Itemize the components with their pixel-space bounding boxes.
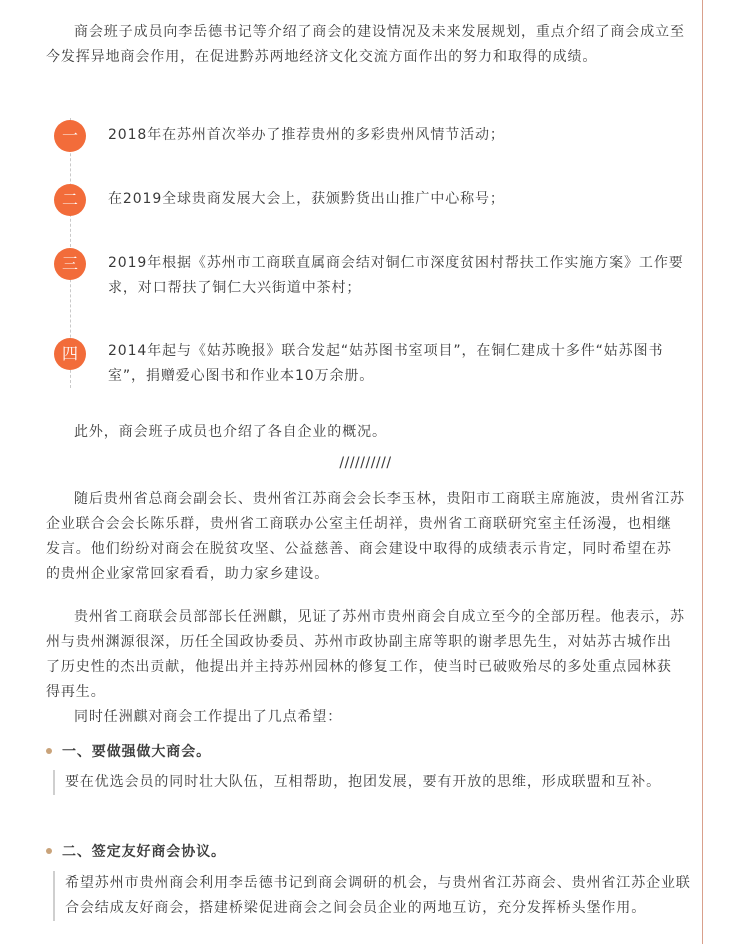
step-text-2: 在2019全球贵商发展大会上，获颁黔货出山推广中心称号；	[108, 191, 505, 207]
step-text-1: 2018年在苏州首次举办了推荐贵州的多彩贵州风情节活动；	[108, 127, 505, 143]
step-text-3: 2019年根据《苏州市工商联直属商会结对铜仁市深度贫困村帮扶工作实施方案》工作要求，对口帮扶了铜仁大兴街道中茶村；	[108, 255, 684, 296]
speeches-paragraph: 随后贵州省总商会副会长、贵州省江苏商会会长李玉林，贵阳市工商联主席施波，贵州省江苏企业联合会会长陈乐群，贵州省工商联办公室主任胡祥，贵州省工商联研究室主任汤漫，也相继发言。他们纷纷对商会在脱贫攻坚、公益慈善、商会建设中取得的成绩表示肯定，同时希望在苏的贵州企业家常回家看看，助力家乡建设。	[46, 491, 685, 582]
hope-heading-2-text: 二、签定友好商会协议。	[62, 844, 226, 860]
hope-body-2-text: 希望苏州市贵州商会利用李岳德书记到商会调研的机会，与贵州省江苏商会、贵州省江苏企业联合会结成友好商会，搭建桥梁促进商会之间会员企业的两地互访，充分发挥桥头堡作用。	[65, 875, 691, 916]
intro-paragraph: 商会班子成员向李岳德书记等介绍了商会的建设情况及未来发展规划，重点介绍了商会成立至今发挥异地商会作用，在促进黔苏两地经济文化交流方面作出的努力和取得的成绩。	[46, 24, 685, 65]
hope-body-2	[53, 871, 695, 921]
step-badge-1: 一	[54, 120, 86, 152]
step-text-4: 2014年起与《姑苏晚报》联合发起“姑苏图书室项目”，在铜仁建成十多件“姑苏图书室”，捐赠爱心图书和作业本10万余册。	[108, 343, 664, 384]
hopes-intro: 同时任洲麒对商会工作提出了几点希望：	[74, 709, 343, 725]
section-divider: //////////	[339, 455, 392, 471]
bullet-dot-icon	[46, 848, 52, 854]
bullet-dot-icon	[46, 748, 52, 754]
besides-paragraph: 此外，商会班子成员也介绍了各自企业的概况。	[74, 424, 387, 440]
hope-body-1-text: 要在优选会员的同时壮大队伍，互相帮助，抱团发展，要有开放的思维，形成联盟和互补。	[65, 774, 661, 790]
step-badge-3: 三	[54, 248, 86, 280]
hope-heading-1	[46, 740, 211, 762]
hope-body-1	[53, 770, 695, 795]
step-badge-4: 四	[54, 338, 86, 370]
hope-heading-1-text: 一、要做强做大商会。	[62, 744, 211, 760]
right-border-rule	[702, 0, 703, 944]
step-badge-2: 二	[54, 184, 86, 216]
ren-paragraph: 贵州省工商联会员部部长任洲麒，见证了苏州市贵州商会自成立至今的全部历程。他表示，苏州与贵州渊源很深，历任全国政协委员、苏州市政协副主席等职的谢孝思先生，对姑苏古城作出了历史性的杰出贡献，他提出并主持苏州园林的修复工作，使当时已破败殆尽的多处重点园林获得再生。	[46, 609, 685, 700]
hope-heading-2	[46, 840, 226, 862]
